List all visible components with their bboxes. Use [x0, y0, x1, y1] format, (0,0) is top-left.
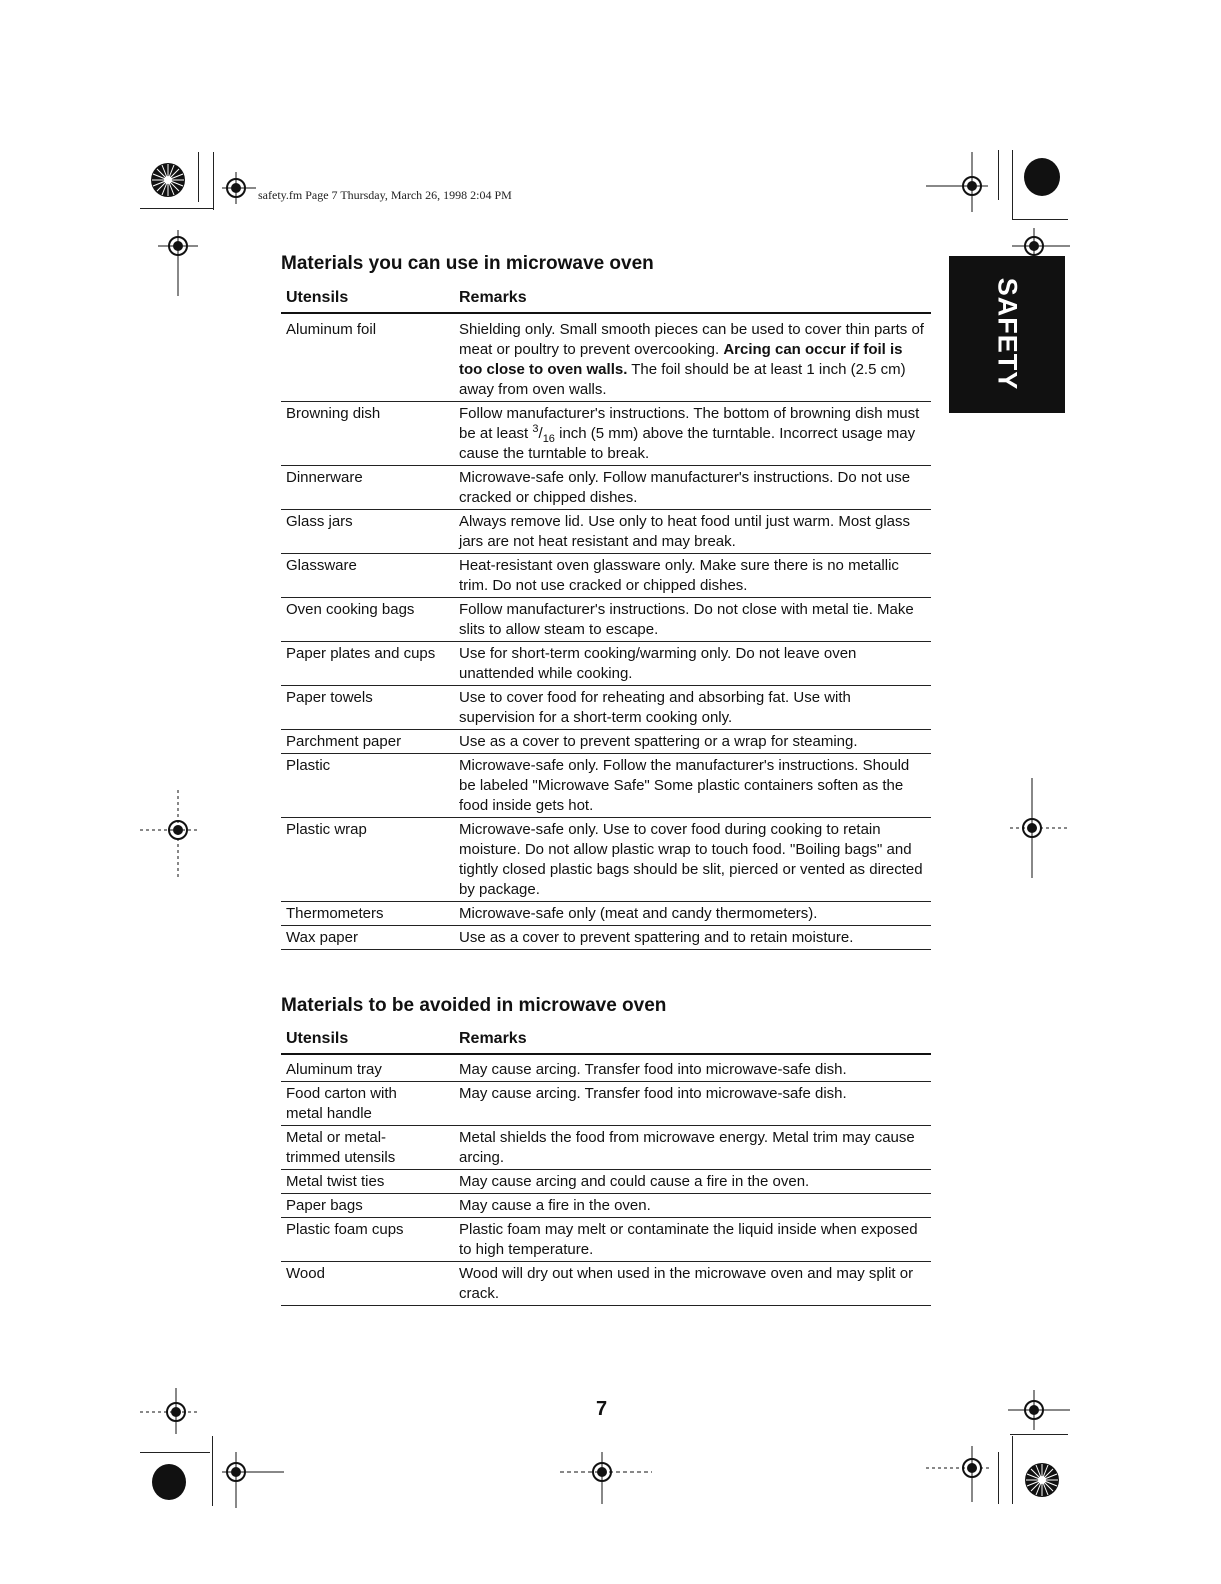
remark-cell: Metal shields the food from microwave energy. Metal trim may cause arcing.	[459, 1129, 915, 1166]
remark-cell: Wood will dry out when used in the microwave oven and may split or crack.	[459, 1265, 914, 1302]
section-title-usable-materials: Materials you can use in microwave oven	[281, 253, 654, 274]
table-header	[281, 286, 931, 314]
utensil-cell: Oven cooking bags	[286, 601, 415, 618]
table-row	[281, 314, 931, 402]
table-row	[281, 902, 931, 926]
table-header	[281, 1027, 931, 1055]
remark-cell: Microwave-safe only. Follow the manufacturer's instructions. Should be labeled "Microwave Safe" Some plastic containers soften as the food inside gets hot.	[459, 757, 910, 814]
column-header-utensils: Utensils	[286, 1030, 349, 1047]
crosshair-mark-icon	[1010, 778, 1070, 878]
utensil-cell: Dinnerware	[286, 469, 363, 486]
remark-cell: Use as a cover to prevent spattering and to retain moisture.	[459, 929, 854, 946]
crosshair-mark-icon	[222, 1452, 284, 1508]
crosshair-mark-icon	[1008, 1390, 1070, 1430]
solid-dot-mark-icon	[1024, 158, 1060, 196]
table-row	[281, 554, 931, 598]
remark-cell: Heat-resistant oven glassware only. Make sure there is no metallic trim. Do not use cracked or chipped dishes.	[459, 557, 899, 594]
utensil-cell: Glassware	[286, 557, 357, 574]
utensil-cell: Plastic foam cups	[286, 1221, 404, 1238]
utensil-cell: Metal or metal-trimmed utensils	[286, 1129, 396, 1166]
crosshair-mark-icon	[140, 1388, 200, 1434]
utensil-cell: Aluminum foil	[286, 321, 377, 338]
utensil-cell: Aluminum tray	[286, 1061, 382, 1078]
starburst-mark-icon	[148, 160, 188, 200]
table-row	[281, 1126, 931, 1170]
column-header-remarks: Remarks	[459, 289, 527, 306]
table-row	[281, 730, 931, 754]
utensil-cell: Parchment paper	[286, 733, 402, 750]
utensil-cell: Paper plates and cups	[286, 645, 436, 662]
page-number: 7	[596, 1398, 608, 1420]
solid-dot-mark-icon	[152, 1464, 186, 1500]
table-row	[281, 510, 931, 554]
remark-cell: Microwave-safe only. Follow manufacturer's instructions. Do not use cracked or chipped dishes.	[459, 469, 911, 506]
remark-cell: Always remove lid. Use only to heat food until just warm. Most glass jars are not heat resistant and may break.	[459, 513, 911, 550]
utensil-cell: Food carton with metal handle	[286, 1085, 397, 1122]
file-slug: safety.fm Page 7 Thursday, March 26, 1998 2:04 PM	[258, 188, 512, 202]
utensil-cell: Browning dish	[286, 405, 381, 422]
table-row	[281, 1082, 931, 1126]
table-row	[281, 1218, 931, 1262]
remark-cell: May cause arcing. Transfer food into microwave-safe dish.	[459, 1061, 847, 1078]
column-header-remarks: Remarks	[459, 1030, 527, 1047]
remark-cell: Plastic foam may melt or contaminate the liquid inside when exposed to high temperature.	[459, 1221, 918, 1258]
table-row	[281, 1194, 931, 1218]
crosshair-mark-icon	[926, 152, 996, 212]
table-row	[281, 402, 931, 466]
utensil-cell: Paper bags	[286, 1197, 363, 1214]
remark-cell: May cause arcing. Transfer food into microwave-safe dish.	[459, 1085, 847, 1102]
table-row	[281, 926, 931, 950]
utensil-cell: Thermometers	[286, 905, 384, 922]
utensil-cell: Wax paper	[286, 929, 358, 946]
crosshair-mark-icon	[926, 1446, 994, 1502]
remark-cell: Follow manufacturer's instructions. Do not close with metal tie. Make slits to allow steam to escape.	[459, 601, 914, 638]
starburst-mark-icon	[1022, 1460, 1062, 1500]
remark-cell: Microwave-safe only (meat and candy thermometers).	[459, 905, 818, 922]
remark-cell: Use to cover food for reheating and absorbing fat. Use with supervision for a short-term cooking only.	[459, 689, 851, 726]
remark-cell: May cause a fire in the oven.	[459, 1197, 651, 1214]
utensil-cell: Paper towels	[286, 689, 373, 706]
safety-side-tab	[949, 256, 1065, 413]
table-row	[281, 818, 931, 902]
table-row	[281, 1055, 931, 1082]
crosshair-mark-icon	[560, 1448, 652, 1504]
table-row	[281, 1262, 931, 1306]
remark-cell: Follow manufacturer's instructions. The bottom of browning dish must be at least $^3/_{16}$ inch (5 mm) above the turntable. Incorrect usage may cause the turntable to break.	[459, 405, 920, 462]
utensil-cell: Metal twist ties	[286, 1173, 385, 1190]
utensil-cell: Plastic	[286, 757, 331, 774]
utensil-cell: Plastic wrap	[286, 821, 367, 838]
remark-cell: Use for short-term cooking/warming only. Do not leave oven unattended while cooking.	[459, 645, 857, 682]
side-tab-label: SAFETY	[992, 277, 1023, 391]
table-row	[281, 754, 931, 818]
column-header-utensils: Utensils	[286, 289, 349, 306]
table-row	[281, 642, 931, 686]
remark-cell: Microwave-safe only. Use to cover food during cooking to retain moisture. Do not allow plastic wrap to touch food. "Boiling bags" and tightly closed plastic bags should be slit, pierced or vented as directed by package.	[459, 821, 923, 898]
table-row	[281, 466, 931, 510]
table-row	[281, 686, 931, 730]
section-title-avoided-materials: Materials to be avoided in microwave oven	[281, 995, 667, 1016]
crosshair-mark-icon	[140, 790, 200, 880]
crosshair-mark-icon	[158, 230, 198, 296]
remark-cell: Shielding only. Small smooth pieces can be used to cover thin parts of meat or poultry to prevent overcooking. Arcing can occur if foil is too close to oven walls. The foil should be at least 1 inch (2.5 cm) away from oven walls.	[459, 321, 924, 398]
crosshair-mark-icon	[220, 170, 256, 206]
utensil-cell: Wood	[286, 1265, 325, 1282]
avoided-materials-table	[281, 1027, 931, 1306]
usable-materials-table	[281, 286, 931, 950]
table-row	[281, 1170, 931, 1194]
remark-cell: May cause arcing and could cause a fire in the oven.	[459, 1173, 810, 1190]
remark-cell: Use as a cover to prevent spattering or a wrap for steaming.	[459, 733, 858, 750]
table-row	[281, 598, 931, 642]
utensil-cell: Glass jars	[286, 513, 353, 530]
